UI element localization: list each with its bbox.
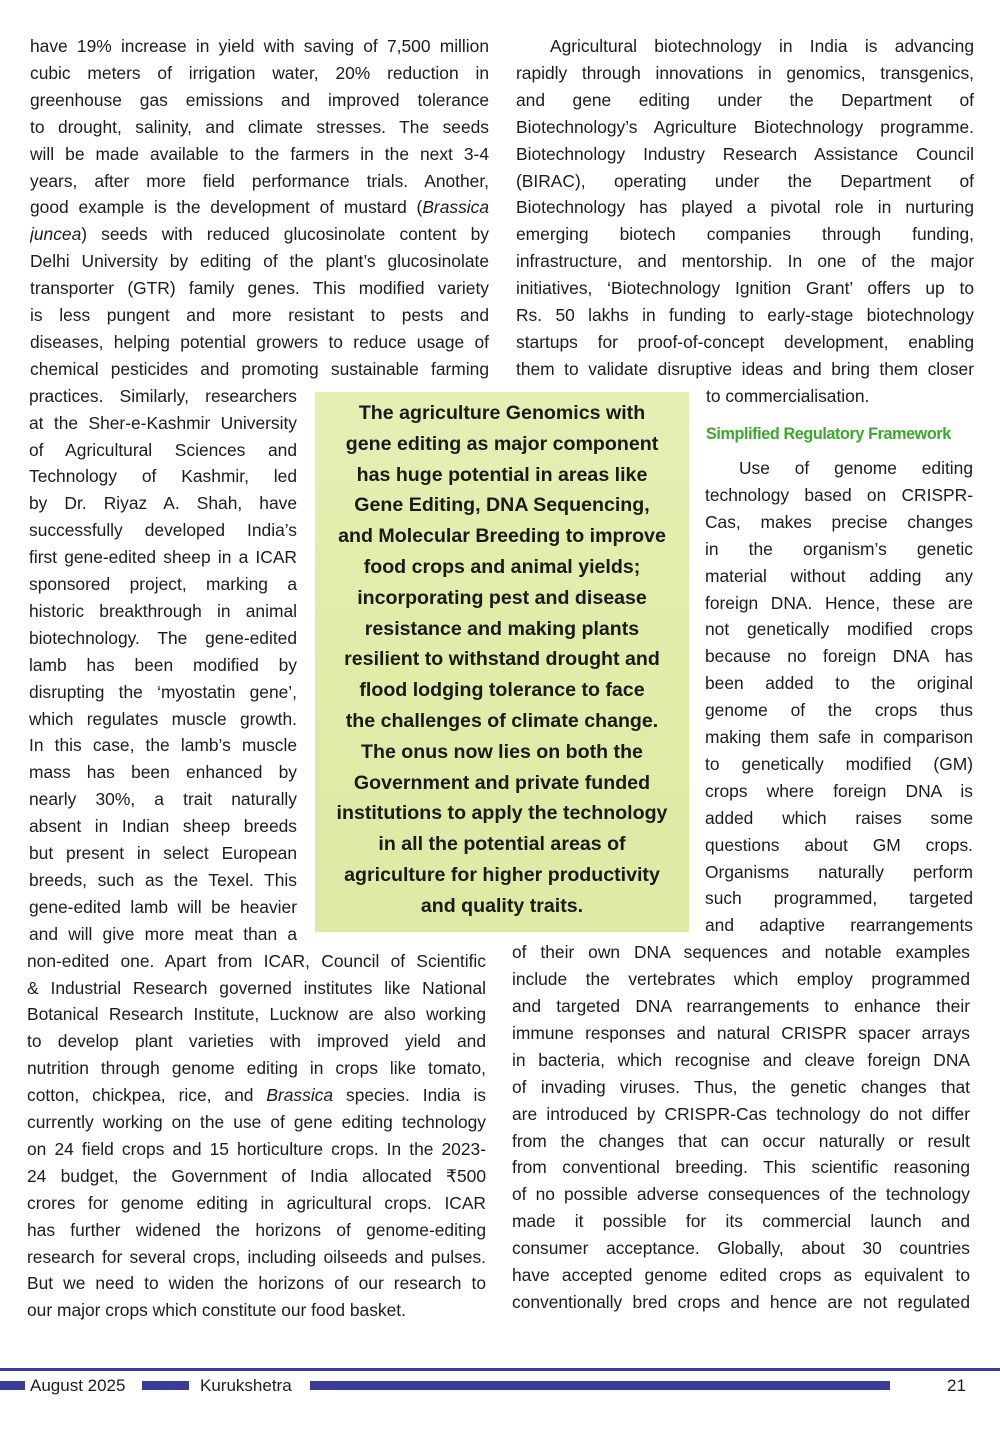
text-line: which regulates muscle growth. xyxy=(29,708,297,729)
text-line: but present in select European xyxy=(29,843,297,863)
pull-quote-line: and quality traits. xyxy=(420,894,584,917)
text-line: nearly 30%, a trait naturally xyxy=(29,789,297,810)
pull-quote-line: Government and private funded xyxy=(353,771,651,794)
footer-bar xyxy=(142,1381,189,1390)
text-line: absent in Indian sheep breeds xyxy=(29,816,297,837)
pull-quote-line: The agriculture Genomics with xyxy=(358,402,646,424)
text-line: our major crops which constitute our food basket. xyxy=(27,1300,406,1321)
text-line: to genetically modified (GM) xyxy=(705,753,973,774)
text-line: to drought, salinity, and climate stresses. The seeds xyxy=(30,116,489,137)
text-line: Botanical Research Institute, Lucknow are also working xyxy=(27,1004,486,1025)
text-line: such programmed, targeted xyxy=(705,888,973,909)
text-line: nutrition through genome editing in crops like tomato, xyxy=(27,1058,486,1079)
pull-quote-line: food crops and animal yields; xyxy=(363,556,641,578)
footer-rule xyxy=(0,1368,1000,1371)
text-line: Organisms naturally perform xyxy=(705,861,973,882)
text-line: chemical pesticides and promoting sustainable farming xyxy=(30,358,489,379)
text-line: successfully developed India’s xyxy=(29,520,297,541)
text-line: Biotechnology Industry Research Assistance Council xyxy=(516,143,974,164)
text-line: Biotechnology has played a pivotal role in nurturing xyxy=(516,197,974,218)
pull-quote-box xyxy=(315,392,689,932)
text-line: has further widened the horizons of genome-editing xyxy=(27,1219,486,1240)
text-line: infrastructure, and mentorship. In one of the major xyxy=(516,251,974,272)
text-line: emerging biotech companies through funding, xyxy=(516,224,974,245)
text-line: of Agricultural Sciences and xyxy=(29,439,297,460)
pull-quote-line: The onus now lies on both the xyxy=(361,740,643,763)
text-line: non-edited one. Apart from ICAR, Council of Scientific xyxy=(27,950,486,971)
pull-quote-line: and Molecular Breeding to improve xyxy=(338,525,666,548)
text-line: practices. Similarly, researchers xyxy=(29,385,297,406)
text-line: mass has been enhanced by xyxy=(29,762,297,783)
text-line: by Dr. Riyaz A. Shah, have xyxy=(29,493,297,514)
text-line: cubic meters of irrigation water, 20% reduction in xyxy=(30,62,489,83)
text-line: diseases, helping potential growers to reduce usage of xyxy=(30,331,489,352)
text-line: have 19% increase in yield with saving of 7,500 million xyxy=(30,36,489,56)
text-line: on 24 field crops and 15 horticulture crops. In the 2023- xyxy=(27,1138,486,1159)
footer-bar xyxy=(0,1381,25,1390)
pull-quote-line: flood lodging tolerance to face xyxy=(359,679,645,702)
text-line: making them safe in comparison xyxy=(705,727,973,747)
text-line: are introduced by CRISPR-Cas technology do not differ xyxy=(512,1103,970,1124)
footer-date: August 2025 xyxy=(30,1376,126,1395)
text-line: to commercialisation. xyxy=(706,385,870,406)
text-line: currently working on the use of gene editing technology xyxy=(27,1112,486,1132)
text-line: added which raises some xyxy=(705,807,973,828)
text-line: Biotechnology’s Agriculture Biotechnology programme. xyxy=(516,116,974,137)
text-line: greenhouse gas emissions and improved tolerance xyxy=(30,89,489,110)
text-line: technology based on CRISPR- xyxy=(705,484,973,505)
pull-quote-line: has huge potential in areas like xyxy=(356,463,648,486)
text-line: historic breakthrough in animal xyxy=(29,600,297,621)
text-line: been added to the original xyxy=(705,673,973,694)
text-line: biotechnology. The gene-edited xyxy=(29,627,297,648)
text-line: startups for proof-of-concept development, enabling xyxy=(516,331,974,352)
text-line: (BIRAC), operating under the Department of xyxy=(516,170,974,191)
text-line: because no foreign DNA has xyxy=(705,646,973,667)
text-line: gene-edited lamb will be heavier xyxy=(29,896,297,917)
pull-quote-line: resilient to withstand drought and xyxy=(344,648,660,671)
page-number: 21 xyxy=(947,1376,966,1395)
text-line: juncea) seeds with reduced glucosinolate content by xyxy=(30,224,489,245)
text-line: first gene-edited sheep in a ICAR xyxy=(29,547,297,568)
text-line: sponsored project, marking a xyxy=(29,574,297,594)
text-line: breeds, such as the Texel. This xyxy=(29,869,297,890)
text-line: Cas, makes precise changes xyxy=(705,511,973,532)
text-line: from the changes that can occur naturally or result xyxy=(512,1130,970,1151)
text-line: and gene editing under the Department of xyxy=(516,89,974,110)
text-line: and targeted DNA rearrangements to enhance their xyxy=(512,996,970,1016)
text-line: and adaptive rearrangements xyxy=(705,915,973,936)
text-line: 24 budget, the Government of India allocated ₹500 xyxy=(27,1165,486,1186)
text-line: consumer acceptance. Globally, about 30 countries xyxy=(512,1238,970,1259)
pull-quote-line: incorporating pest and disease xyxy=(357,586,647,609)
text-line: will be made available to the farmers in the next 3-4 xyxy=(30,143,489,164)
text-line: made it possible for its commercial launch and xyxy=(512,1211,970,1232)
text-line: of invading viruses. Thus, the genetic changes that xyxy=(512,1076,970,1097)
footer-bar xyxy=(310,1381,890,1390)
section-heading: Simplified Regulatory Framework xyxy=(706,425,951,443)
text-line: them to validate disruptive ideas and bring them closer xyxy=(516,358,974,379)
text-line: transporter (GTR) family genes. This modified variety xyxy=(30,278,489,299)
text-line: Rs. 50 lakhs in funding to early-stage biotechnology xyxy=(516,305,974,325)
text-line: foreign DNA. Hence, these are xyxy=(705,592,973,613)
text-line: Agricultural biotechnology in India is advancing xyxy=(550,36,974,56)
text-line: and will give more meat than a xyxy=(29,923,297,944)
text-line: disrupting the ‘myostatin gene’, xyxy=(29,681,297,702)
text-line: genome of the crops thus xyxy=(705,700,973,721)
text-line: in the organism’s genetic xyxy=(705,538,973,559)
text-line: have accepted genome edited crops as equivalent to xyxy=(512,1265,970,1285)
text-line: from conventional breeding. This scientific reasoning xyxy=(512,1157,970,1178)
text-line: immune responses and natural CRISPR spacer arrays xyxy=(512,1022,970,1043)
text-line: Use of genome editing xyxy=(739,458,973,478)
text-line: cotton, chickpea, rice, and Brassica species. India is xyxy=(27,1085,486,1106)
text-line: Delhi University by editing of the plant’s glucosinolate xyxy=(30,251,489,272)
text-line: at the Sher-e-Kashmir University xyxy=(29,412,297,433)
text-line: Technology of Kashmir, led xyxy=(29,466,297,487)
pull-quote-line: gene editing as major component xyxy=(345,432,659,455)
text-line: conventionally bred crops and hence are not regulated xyxy=(512,1291,970,1312)
pull-quote-line: Gene Editing, DNA Sequencing, xyxy=(354,494,650,517)
text-line: good example is the development of mustard (Brassica xyxy=(30,197,489,218)
text-line: research for several crops, including oilseeds and pulses. xyxy=(27,1246,486,1267)
pull-quote-line: agriculture for higher productivity xyxy=(344,864,660,886)
text-line: crores for genome editing in agricultural crops. ICAR xyxy=(27,1192,486,1213)
pull-quote-line: the challenges of climate change. xyxy=(345,710,659,732)
text-line: of no possible adverse consequences of the technology xyxy=(512,1184,970,1205)
text-line: is less pungent and more resistant to pests and xyxy=(30,305,489,325)
text-line: initiatives, ‘Biotechnology Ignition Grant’ offers up to xyxy=(516,278,974,299)
text-line: In this case, the lamb’s muscle xyxy=(29,735,297,756)
text-line: years, after more field performance trials. Another, xyxy=(30,170,489,191)
text-line: questions about GM crops. xyxy=(705,834,973,855)
text-line: lamb has been modified by xyxy=(29,654,297,675)
pull-quote-line: in all the potential areas of xyxy=(378,833,626,856)
text-line: material without adding any xyxy=(705,565,973,586)
text-line: not genetically modified crops xyxy=(705,619,973,640)
footer-publication: Kurukshetra xyxy=(200,1376,292,1395)
text-line: of their own DNA sequences and notable examples xyxy=(512,942,970,963)
text-line: in bacteria, which recognise and cleave foreign DNA xyxy=(512,1049,970,1070)
pull-quote-line: resistance and making plants xyxy=(364,617,640,640)
text-line: crops where foreign DNA is xyxy=(705,780,973,801)
text-line: include the vertebrates which employ programmed xyxy=(512,969,970,990)
text-line: But we need to widen the horizons of our research to xyxy=(27,1273,486,1294)
text-line: & Industrial Research governed institutes like National xyxy=(27,977,486,998)
text-line: rapidly through innovations in genomics, transgenics, xyxy=(516,62,974,83)
text-line: to develop plant varieties with improved yield and xyxy=(27,1031,486,1052)
pull-quote-line: institutions to apply the technology xyxy=(336,802,668,825)
